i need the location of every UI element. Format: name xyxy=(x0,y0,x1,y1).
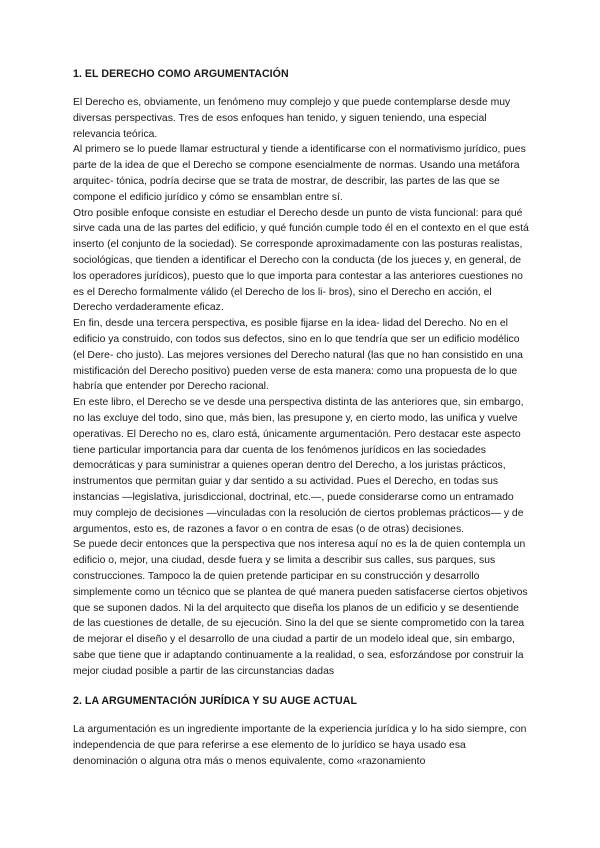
section-1-paragraph-2: Al primero se lo puede llamar estructural y tiende a identificarse con el normativismo jurídico, pues parte de la idea de que el Derecho se compone esencialmente de normas. Usando una metáfora arquitec- tónica, podría decirse que se trata de mostrar, de describir, las partes de las que se compone el edificio jurídico y cómo se ensamblan entre sí. xyxy=(73,144,526,203)
section-1-paragraph-6: Se puede decir entonces que la perspectiva que nos interesa aquí no es la de quien contempla un edificio o, mejor, una ciudad, desde fuera y se limita a describir sus calles, sus parques, sus construcciones. Tampoco la de quien pretende participar en su construcción y desarrollo simplemente como un técnico que se plantea de qué manera pueden satisfacerse ciertos objetivos que se suponen dados. Ni la del arquitecto que diseña los planos de un edificio y se desentiende de las cuestiones de detalle, de su ejecución. Sino la del que se siente comprometido con la tarea de mejorar el diseño y el desarrollo de una ciudad a partir de un modelo ideal que, sin embargo, sabe que tiene que ir adaptando continuamente a la realidad, o sea, esforzándose por construir la mejor ciudad posible a partir de las circunstancias dadas xyxy=(73,539,528,677)
section-1-heading: 1. EL DERECHO COMO ARGUMENTACIÓN xyxy=(73,68,289,80)
section-1-paragraph-1: El Derecho es, obviamente, un fenómeno muy complejo y que puede contemplarse desde muy diversas perspectivas. Tres de esos enfoques han tenido, y siguen teniendo, una especial relevancia teórica. xyxy=(73,97,511,140)
section-2-heading: 2. LA ARGUMENTACIÓN JURÍDICA Y SU AUGE ACTUAL xyxy=(73,695,357,708)
section-1-paragraph-4: En fin, desde una tercera perspectiva, es posible fijarse en la idea- lidad del Derecho. No en el edificio ya construido, con todos sus defectos, sino en lo que tendría que ser un edificio modélico (el Dere- cho justo). Las mejores versiones del Derecho natural (las que no han consistido en una mistificación del Derecho positivo) pueden verse de esta manera: como una propuesta de lo que habría que entender por Derecho racional. xyxy=(73,318,523,393)
section-1-paragraph-5: En este libro, el Derecho se ve desde una perspectiva distinta de las anteriores que, sin embargo, no las excluye del todo, sino que, más bien, las presupone y, en cierto modo, las unifica y vuelve operativas. El Derecho no es, claro está, únicamente argumentación. Pero destacar este aspecto tiene particular importancia para dar cuenta de los fenómenos jurídicos en las sociedades democráticas y para suministrar a quienes operan dentro del Derecho, a los juristas prácticos, instrumentos que permitan guiar y dar sentido a su actividad. Pues el Derecho, en todas sus instancias —legislativa, jurisdiccional, doctrinal, etc.—, puede considerarse como un entramado muy complejo de decisiones —vinculadas con la resolución de ciertos problemas prácticos— y de argumentos, esto es, de razones a favor o en contra de esas (o de otras) decisiones. xyxy=(73,397,524,535)
section-2-paragraph-1: La argumentación es un ingrediente importante de la experiencia jurídica y lo ha sido siempre, con independencia de que para referirse a ese elemento de lo jurídico se haya usado esa denominación o alguna otra más o menos equivalente, como «razonamiento xyxy=(73,724,527,768)
section-1-paragraph-3: Otro posible enfoque consiste en estudiar el Derecho desde un punto de vista funcional: para qué sirve cada una de las partes del edificio, y qué función cumple todo él en el contexto en el que está inserto (el conjunto de la sociedad). Se corresponde aproximadamente con las posturas realistas, sociológicas, que tienden a identificar el Derecho con la conducta (de los jueces y, en general, de los operadores jurídicos), puesto que lo que importa para contestar a las anteriores cuestiones no es el Derecho formalmente válido (el Derecho de los li- bros), sino el Derecho en acción, el Derecho verdaderamente eficaz. xyxy=(73,207,529,314)
document-page xyxy=(73,66,533,770)
